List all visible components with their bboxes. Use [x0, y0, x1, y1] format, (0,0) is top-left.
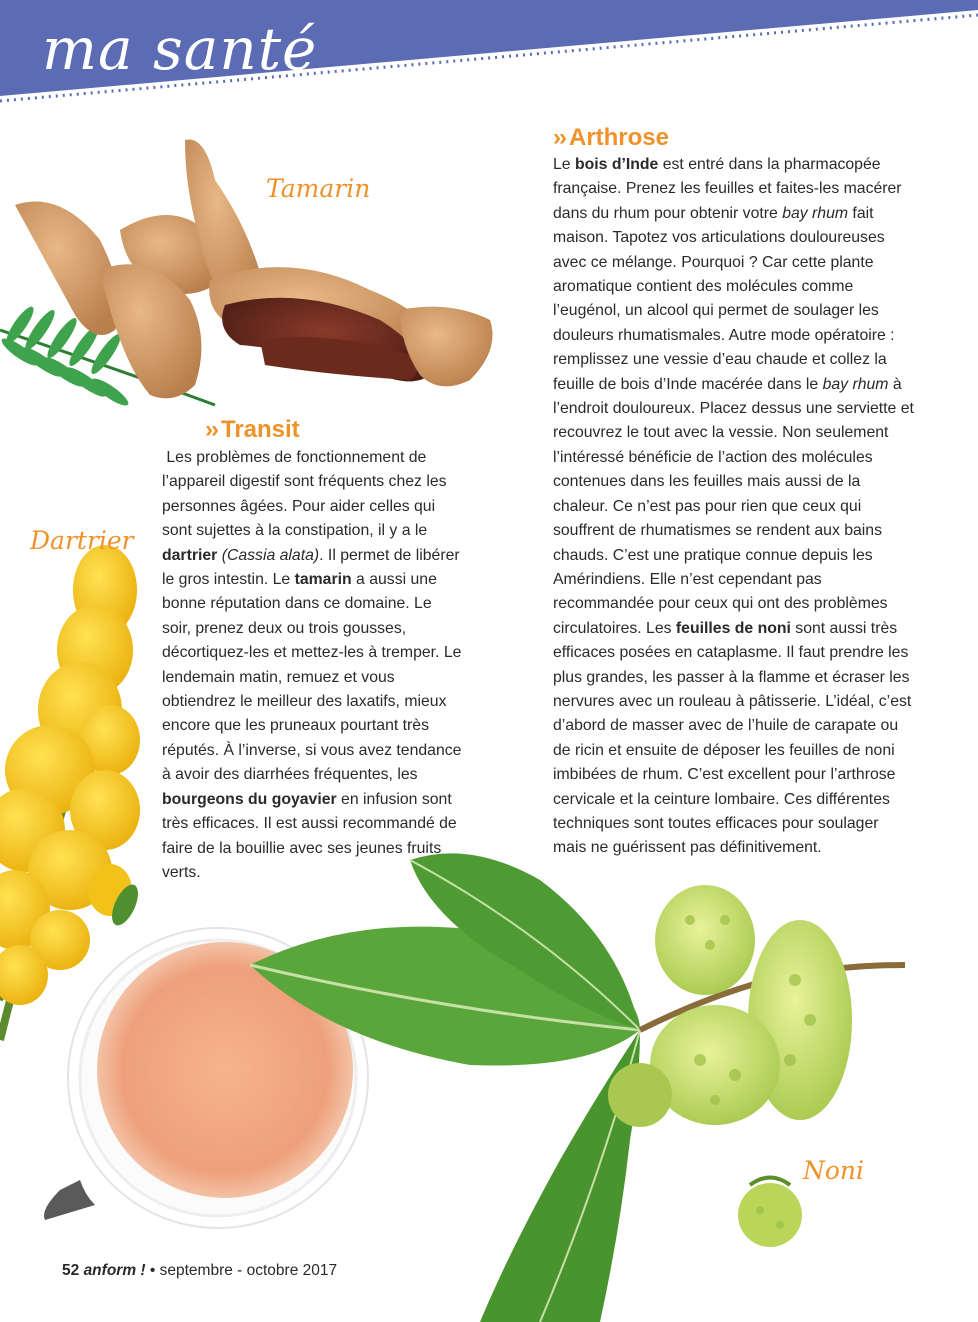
page-footer	[62, 1262, 337, 1280]
chevron-right-icon: ››	[553, 124, 565, 151]
footer-separator: •	[149, 1262, 156, 1279]
arthrose-heading	[553, 124, 669, 152]
transit-heading	[205, 416, 300, 444]
arthrose-body	[553, 153, 915, 861]
issue-date: septembre - octobre 2017	[159, 1262, 338, 1279]
arthrose-heading-text: Arthrose	[568, 124, 670, 151]
chevron-right-icon: ››	[205, 416, 217, 443]
transit-paragraph: Les problèmes de fonctionnement de l’appareil digestif sont fréquents chez les personnes âgées. Pour aider celles qui sont sujettes à la constipation, il y a le dartrier (Cassia alata). Il permet de libérer le gros intestin. Le tamarin a aussi une bonne réputation dans ce domaine. Le soir, prenez deux ou trois gousses, décortiquez-les et mettez-les à tremper. Le lendemain matin, remuez et vous obtiendrez le meilleur des laxatifs, mieux encore que les pruneaux pourtant très réputés. À l’inverse, si vous avez tendance à avoir des diarrhées fréquentes, les bourgeons du goyavier en infusion sont très efficaces. Il est aussi recommandé de faire de la bouillie avec ses jeunes fruits verts.	[162, 449, 462, 881]
transit-heading-text: Transit	[220, 416, 300, 443]
dartrier-caption: Dartrier	[30, 526, 134, 555]
magazine-name: anform !	[83, 1262, 146, 1279]
tamarind-illustration	[0, 140, 492, 410]
tamarin-caption: Tamarin	[266, 174, 371, 203]
transit-body	[162, 446, 462, 885]
noni-caption: Noni	[803, 1156, 865, 1185]
page-number: 52	[62, 1262, 80, 1279]
section-title: ma santé	[42, 15, 318, 83]
arthrose-paragraph: Le bois d’Inde est entré dans la pharmacopée française. Prenez les feuilles et faites-les macérer dans du rhum pour obtenir votre bay rhum fait maison. Tapotez vos articulations douloureuses avec ce mélange. Pourquoi ? Car cette plante aromatique contient des molécules comme l’eugénol, un alcool qui permet de soulager les douleurs rhumatismales. Autre mode opératoire : remplissez une vessie d’eau chaude et collez la feuille de bois d’Inde macérée dans le bay rhum à l’endroit douloureux. Placez dessus une serviette et recouvrez le tout avec la vessie. Non seulement l’intéressé bénéficie de l’action des molécules contenues dans les feuilles mais aussi de la chaleur. Ce n’est pas pour rien que ceux qui souffrent de rhumatismes se rendent aux bains chauds. C’est une pratique connue depuis les Amérindiens. Elle n’est cependant pas recommandée pour ceux qui ont des problèmes circulatoires. Les feuilles de noni sont aussi très efficaces posées en cataplasme. Il faut prendre les plus grandes, les passer à la flamme et écraser les nervures avec un rouleau à pâtisserie. L’idéal, c’est d’abord de masser avec de l’huile de carapate ou de ricin et ensuite de déposer les feuilles de noni imbibées de rhum. C’est excellent pour l’arthrose cervicale et la ceinture lombaire. Ces différentes techniques sont toutes efficaces pour soulager mais ne guérissent pas définitivement.	[553, 156, 914, 857]
